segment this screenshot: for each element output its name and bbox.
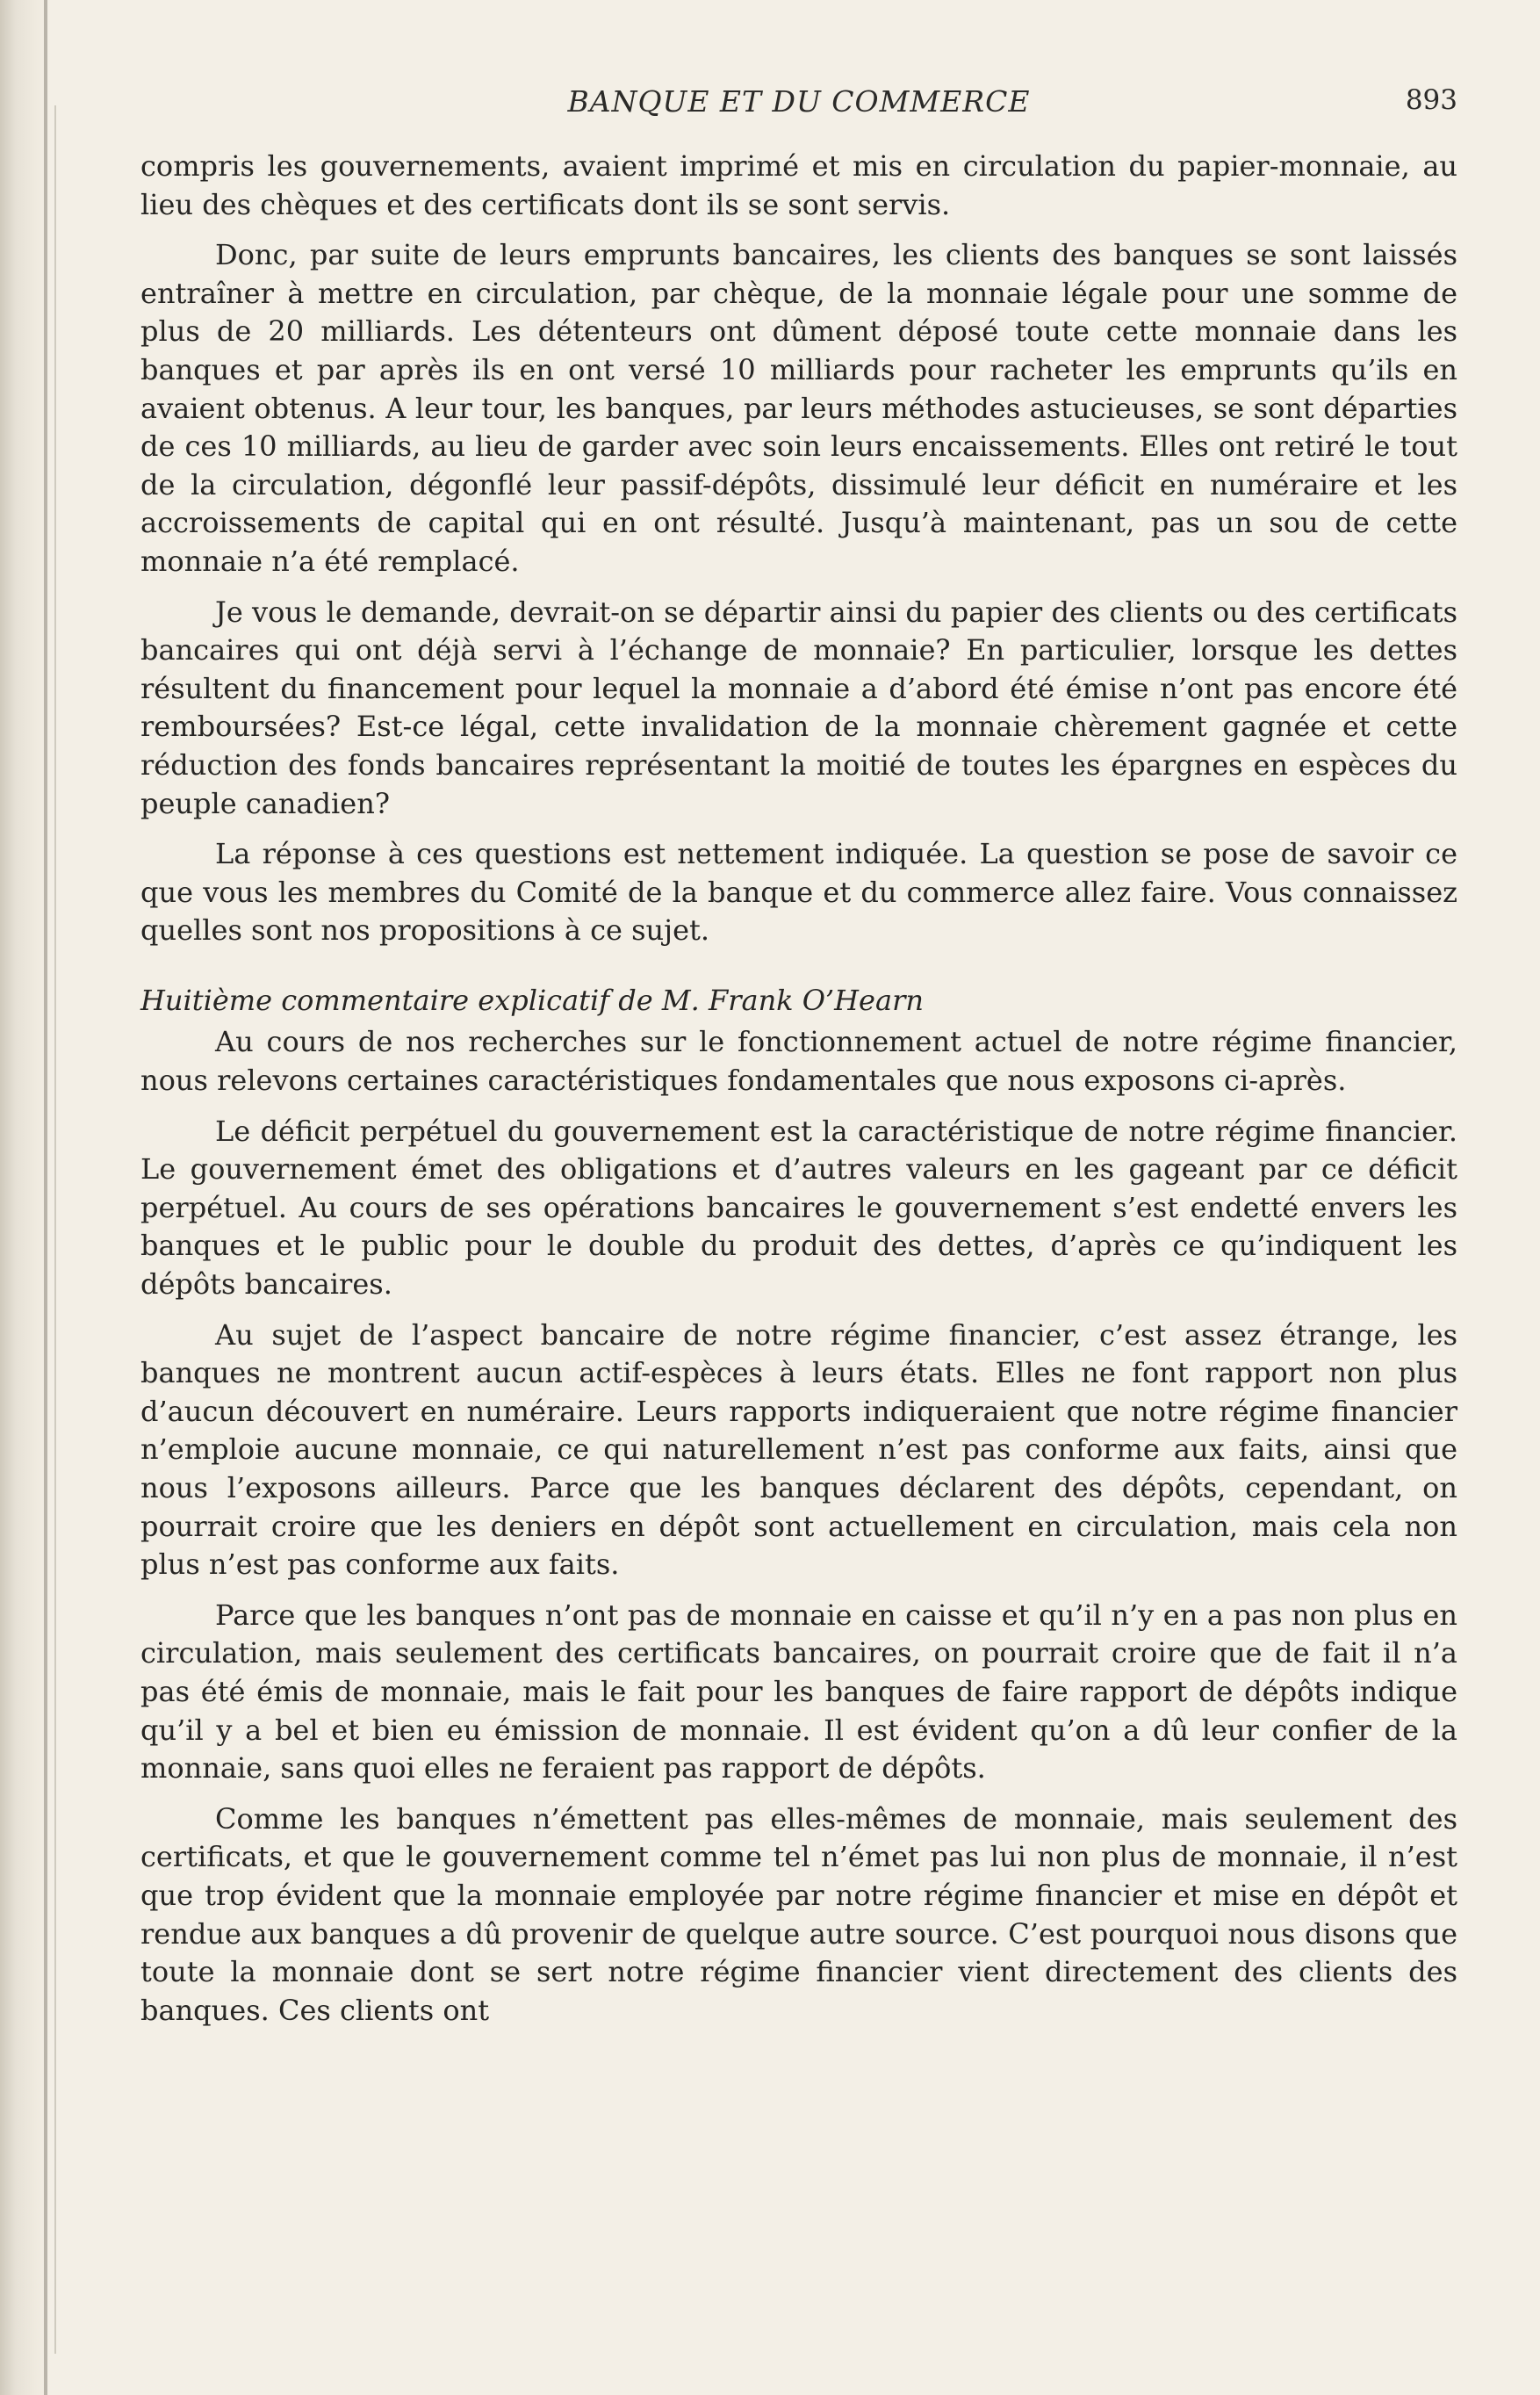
paragraph: La réponse à ces questions est nettement indiquée. La question se pose de savoir ce que vous les membres du Comité de la banque et du commerce allez faire. Vous connaissez quelles sont nos propositions à ce sujet.	[140, 837, 1457, 948]
paragraph: Comme les banques n’émettent pas elles-mêmes de monnaie, mais seulement des certificats, et que le gouvernement comme tel n’émet pas lui non plus de monnaie, il n’est que trop évident que la monnaie employée par notre régime financier et mise en dépôt et rendue aux banques a dû provenir de quelque autre source. C’est pourquoi nous disons que toute la monnaie dont se sert notre régime financier vient directement des clients des banques. Ces clients ont	[140, 1801, 1457, 2027]
binding-inner-line	[54, 105, 56, 2354]
paragraph: Au cours de nos recherches sur le fonctionnement actuel de notre régime financier, nous relevons certaines caractéristiques fondamentales que nous exposons ci-après.	[140, 1025, 1457, 1098]
paragraph: Donc, par suite de leurs emprunts bancaires, les clients des banques se sont laissés entraîner à mettre en circulation, par chèque, de la monnaie légale pour une somme de plus de 20 milliards. Les détenteurs ont dûment déposé toute cette monnaie dans les banques et par après ils en ont versé 10 milliards pour racheter les emprunts qu’ils en avaient obtenus. A leur tour, les banques, par leurs méthodes astucieuses, se sont départies de ces 10 milliards, au lieu de garder avec soin leurs encaissements. Elles ont retiré le tout de la circulation, dégonflé leur passif-dépôts, dissimulé leur déficit en numéraire et les accroissements de capital qui en ont résulté. Jusqu’à maintenant, pas un sou de cette monnaie n’a été remplacé.	[140, 238, 1457, 578]
paragraph: Je vous le demande, devrait-on se départir ainsi du papier des clients ou des certificats bancaires qui ont déjà servi à l’échange de monnaie? En particulier, lorsque les dettes résultent du financement pour lequel la monnaie a d’abord été émise n’ont pas encore été remboursées? Est-ce légal, cette invalidation de la monnaie chèrement gagnée et cette réduction des fonds bancaires représentant la moitié de toutes les épargnes en espèces du peuple canadien?	[140, 595, 1457, 820]
paragraph: Parce que les banques n’ont pas de monnaie en caisse et qu’il n’y en a pas non plus en circulation, mais seulement des certificats bancaires, on pourrait croire que de fait il n’a pas été émis de monnaie, mais le fait pour les banques de faire rapport de dépôts indique qu’il y a bel et bien eu émission de monnaie. Il est évident qu’on a dû leur confier de la monnaie, sans quoi elles ne feraient pas rapport de dépôts.	[140, 1598, 1457, 1785]
page-body	[140, 148, 1457, 2042]
binding-edge-line	[44, 0, 47, 2395]
paragraph: Au sujet de l’aspect bancaire de notre régime financier, c’est assez étrange, les banques ne montrent aucun actif-espèces à leurs états. Elles ne font rapport non plus d’aucun découvert en numéraire. Leurs rapports indiqueraient que notre régime financier n’emploie aucune monnaie, ce qui naturellement n’est pas conforme aux faits, ainsi que nous l’exposons ailleurs. Parce que les banques déclarent des dépôts, cependant, on pourrait croire que les deniers en dépôt sont actuellement en circulation, mais cela non plus n’est pas conforme aux faits.	[140, 1317, 1457, 1582]
paragraph: compris les gouvernements, avaient imprimé et mis en circulation du papier-monnaie, au lieu des chèques et des certificats dont ils se sont servis.	[140, 149, 1457, 221]
page-number: 893	[1405, 84, 1457, 116]
page-header	[140, 84, 1457, 133]
paragraph: Le déficit perpétuel du gouvernement est la caractéristique de notre régime financier. Le gouvernement émet des obligations et d’autres valeurs en les gageant par ce déficit perpétuel. Au cours de ses opérations bancaires le gouvernement s’est endetté envers les banques et le public pour le double du produit des dettes, d’après ce qu’indiquent les dépôts bancaires.	[140, 1114, 1457, 1302]
running-head: BANQUE ET DU COMMERCE	[567, 84, 1031, 119]
section-heading: Huitième commentaire explicatif de M. Frank O’Hearn	[140, 983, 924, 1017]
